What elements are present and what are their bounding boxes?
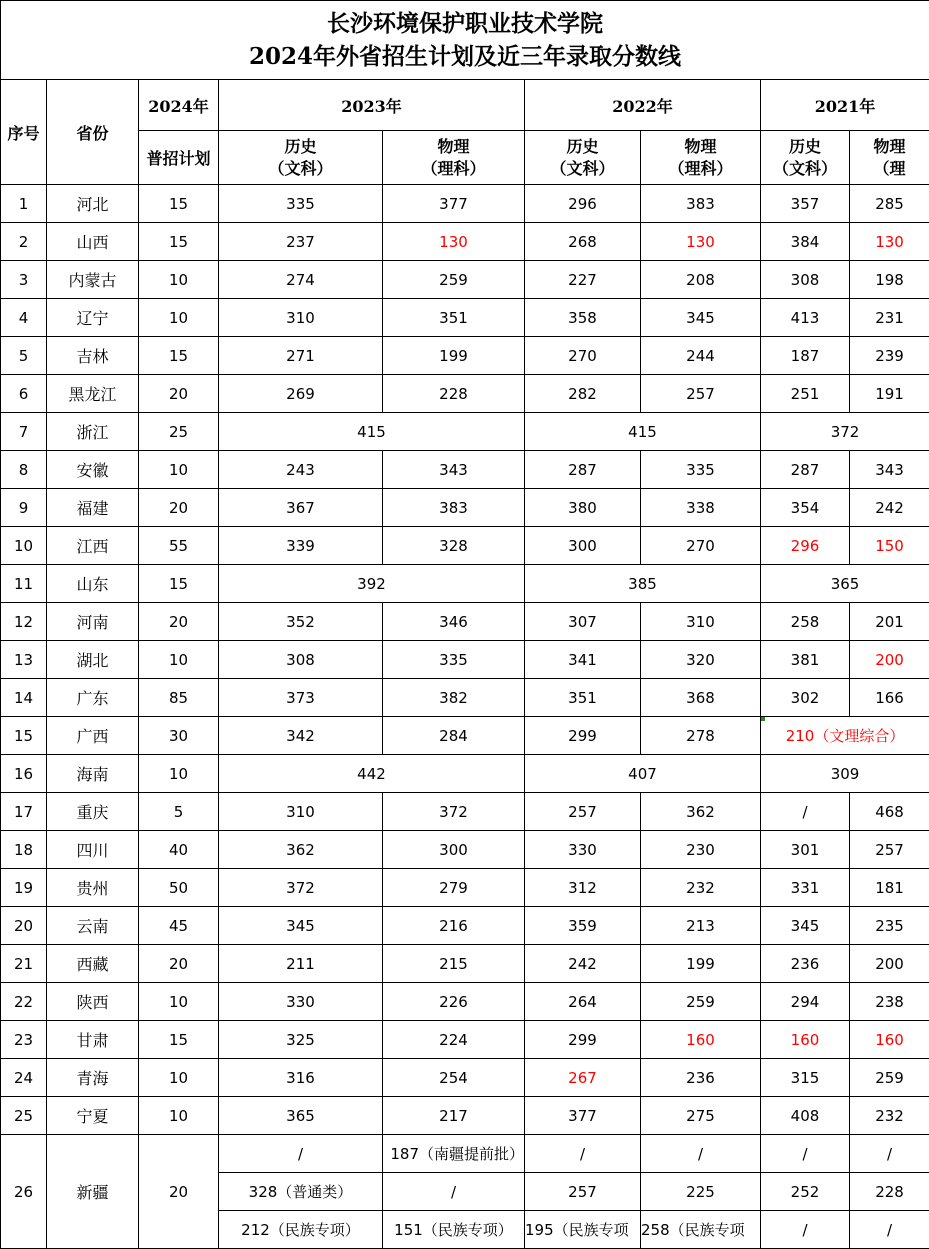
row-province: 海南 [47, 755, 139, 793]
history-score-2021: 301 [761, 831, 850, 869]
history-score-2022: 268 [525, 223, 641, 261]
row-seq: 2 [1, 223, 47, 261]
history-score-2021: 345 [761, 907, 850, 945]
physics-score-2021: 200 [850, 945, 929, 983]
table-row [1, 337, 929, 375]
table-title [1, 1, 929, 80]
table-row [1, 527, 929, 565]
table-row [1, 641, 929, 679]
physics-score-2022: 208 [641, 261, 761, 299]
physics-score-2023: / [383, 1173, 525, 1211]
row-plan: 20 [139, 375, 219, 413]
history-score-2021: 354 [761, 489, 850, 527]
header-year-2021: 2021年 [761, 80, 929, 131]
header-year-2023: 2023年 [219, 80, 525, 131]
row-province: 福建 [47, 489, 139, 527]
row-province: 云南 [47, 907, 139, 945]
history-score-2023: 269 [219, 375, 383, 413]
history-score-2022: 307 [525, 603, 641, 641]
physics-score-2022: 345 [641, 299, 761, 337]
history-score-2023: 308 [219, 641, 383, 679]
history-score-2023: 372 [219, 869, 383, 907]
history-score-2021: / [761, 793, 850, 831]
physics-score-2023: 259 [383, 261, 525, 299]
merged-score-2021: 210（文理综合） [761, 717, 929, 755]
table-row [1, 603, 929, 641]
table-row [1, 413, 929, 451]
row-plan: 10 [139, 641, 219, 679]
row-province: 广西 [47, 717, 139, 755]
row-plan: 10 [139, 983, 219, 1021]
history-score-2023: 316 [219, 1059, 383, 1097]
physics-score-2021: 232 [850, 1097, 929, 1135]
table-row-xinjiang [1, 1135, 929, 1173]
row-province: 吉林 [47, 337, 139, 375]
header-year-2022: 2022年 [525, 80, 761, 131]
table-row [1, 831, 929, 869]
row-plan: 15 [139, 185, 219, 223]
row-province: 新疆 [47, 1135, 139, 1249]
table-row [1, 793, 929, 831]
physics-score-2023: 343 [383, 451, 525, 489]
history-score-2022: / [525, 1135, 641, 1173]
history-score-2023: 271 [219, 337, 383, 375]
row-seq: 23 [1, 1021, 47, 1059]
history-score-2023: 365 [219, 1097, 383, 1135]
row-province: 贵州 [47, 869, 139, 907]
physics-score-2022: 244 [641, 337, 761, 375]
physics-score-2022: 338 [641, 489, 761, 527]
row-seq: 24 [1, 1059, 47, 1097]
physics-score-2023: 372 [383, 793, 525, 831]
row-seq: 15 [1, 717, 47, 755]
history-score-2022: 257 [525, 1173, 641, 1211]
physics-score-2021: 166 [850, 679, 929, 717]
history-score-2021: 287 [761, 451, 850, 489]
physics-score-2021: 468 [850, 793, 929, 831]
title-line-1: 长沙环境保护职业技术学院 [1, 7, 929, 40]
row-seq: 9 [1, 489, 47, 527]
table-row [1, 451, 929, 489]
row-seq: 26 [1, 1135, 47, 1249]
history-score-2023: 352 [219, 603, 383, 641]
table-row [1, 1097, 929, 1135]
history-score-2023: 211 [219, 945, 383, 983]
physics-score-2023: 187（南疆提前批） [383, 1135, 525, 1173]
table-row [1, 299, 929, 337]
header-plan-label: 普招计划 [139, 131, 219, 185]
physics-score-2023: 383 [383, 489, 525, 527]
merged-score-2021: 365 [761, 565, 929, 603]
row-plan: 40 [139, 831, 219, 869]
history-score-2022: 299 [525, 1021, 641, 1059]
row-province: 山东 [47, 565, 139, 603]
history-score-2022: 242 [525, 945, 641, 983]
row-seq: 22 [1, 983, 47, 1021]
history-score-2021: / [761, 1211, 850, 1249]
history-score-2021: 408 [761, 1097, 850, 1135]
history-score-2022: 330 [525, 831, 641, 869]
row-seq: 11 [1, 565, 47, 603]
table-row [1, 261, 929, 299]
history-score-2022: 380 [525, 489, 641, 527]
history-score-2021: 236 [761, 945, 850, 983]
physics-score-2021: 181 [850, 869, 929, 907]
table-row [1, 1021, 929, 1059]
physics-score-2022: 257 [641, 375, 761, 413]
physics-score-2023: 199 [383, 337, 525, 375]
row-plan: 10 [139, 451, 219, 489]
row-plan: 15 [139, 565, 219, 603]
history-score-2022: 270 [525, 337, 641, 375]
row-plan: 20 [139, 1135, 219, 1249]
merged-score-2022: 385 [525, 565, 761, 603]
history-score-2021: 381 [761, 641, 850, 679]
physics-score-2023: 377 [383, 185, 525, 223]
row-province: 浙江 [47, 413, 139, 451]
history-score-2022: 341 [525, 641, 641, 679]
physics-score-2021: 242 [850, 489, 929, 527]
header-physics-2023: 物理 （理科） [383, 131, 525, 185]
row-seq: 6 [1, 375, 47, 413]
table-row [1, 983, 929, 1021]
table-row [1, 565, 929, 603]
row-plan: 10 [139, 1097, 219, 1135]
history-score-2023: 310 [219, 299, 383, 337]
row-province: 宁夏 [47, 1097, 139, 1135]
row-province: 四川 [47, 831, 139, 869]
row-seq: 25 [1, 1097, 47, 1135]
physics-score-2021: 160 [850, 1021, 929, 1059]
history-score-2021: 294 [761, 983, 850, 1021]
physics-score-2023: 151（民族专项） [383, 1211, 525, 1249]
row-plan: 55 [139, 527, 219, 565]
table-row [1, 185, 929, 223]
physics-score-2022: 270 [641, 527, 761, 565]
physics-score-2023: 300 [383, 831, 525, 869]
row-province: 安徽 [47, 451, 139, 489]
physics-score-2022: 320 [641, 641, 761, 679]
row-plan: 50 [139, 869, 219, 907]
history-score-2022: 359 [525, 907, 641, 945]
physics-score-2023: 254 [383, 1059, 525, 1097]
physics-score-2022: 130 [641, 223, 761, 261]
physics-score-2021: / [850, 1211, 929, 1249]
physics-score-2021: 200 [850, 641, 929, 679]
physics-score-2023: 279 [383, 869, 525, 907]
history-score-2023: 310 [219, 793, 383, 831]
history-score-2023: 373 [219, 679, 383, 717]
title-line-2: 2024年外省招生计划及近三年录取分数线 [1, 40, 929, 73]
physics-score-2022: 236 [641, 1059, 761, 1097]
header-plan-year: 2024年 [139, 80, 219, 131]
history-score-2021: 296 [761, 527, 850, 565]
row-seq: 19 [1, 869, 47, 907]
merged-score-2022: 415 [525, 413, 761, 451]
row-plan: 45 [139, 907, 219, 945]
table-row [1, 375, 929, 413]
row-plan: 20 [139, 603, 219, 641]
history-score-2023: 362 [219, 831, 383, 869]
history-score-2023: 330 [219, 983, 383, 1021]
row-province: 西藏 [47, 945, 139, 983]
row-plan: 5 [139, 793, 219, 831]
physics-score-2022: 362 [641, 793, 761, 831]
table-row [1, 945, 929, 983]
physics-score-2023: 346 [383, 603, 525, 641]
physics-score-2023: 215 [383, 945, 525, 983]
physics-score-2023: 335 [383, 641, 525, 679]
history-score-2022: 299 [525, 717, 641, 755]
header-row-subjects [1, 131, 929, 185]
physics-score-2023: 226 [383, 983, 525, 1021]
history-score-2021: 315 [761, 1059, 850, 1097]
row-plan: 15 [139, 337, 219, 375]
history-score-2023: 212（民族专项） [219, 1211, 383, 1249]
physics-score-2021: 150 [850, 527, 929, 565]
row-seq: 4 [1, 299, 47, 337]
history-score-2023: 328（普通类） [219, 1173, 383, 1211]
history-score-2023: 243 [219, 451, 383, 489]
physics-score-2021: 343 [850, 451, 929, 489]
physics-score-2023: 224 [383, 1021, 525, 1059]
history-score-2023: 237 [219, 223, 383, 261]
history-score-2021: 187 [761, 337, 850, 375]
physics-score-2021: 130 [850, 223, 929, 261]
history-score-2023: 345 [219, 907, 383, 945]
row-plan: 10 [139, 755, 219, 793]
header-province: 省份 [47, 80, 139, 185]
physics-score-2022: 213 [641, 907, 761, 945]
header-history-2023: 历史 （文科） [219, 131, 383, 185]
history-score-2023: 274 [219, 261, 383, 299]
row-plan: 20 [139, 945, 219, 983]
row-seq: 7 [1, 413, 47, 451]
physics-score-2023: 216 [383, 907, 525, 945]
physics-score-2022: 368 [641, 679, 761, 717]
history-score-2022: 195（民族专项 [525, 1211, 641, 1249]
physics-score-2022: 275 [641, 1097, 761, 1135]
row-seq: 12 [1, 603, 47, 641]
row-province: 重庆 [47, 793, 139, 831]
history-score-2022: 264 [525, 983, 641, 1021]
row-province: 广东 [47, 679, 139, 717]
physics-score-2021: 257 [850, 831, 929, 869]
row-seq: 1 [1, 185, 47, 223]
row-plan: 20 [139, 489, 219, 527]
history-score-2023: 335 [219, 185, 383, 223]
row-province: 河北 [47, 185, 139, 223]
table-row [1, 869, 929, 907]
history-score-2023: 325 [219, 1021, 383, 1059]
header-physics-2022: 物理 （理科） [641, 131, 761, 185]
physics-score-2022: 383 [641, 185, 761, 223]
physics-score-2022: 259 [641, 983, 761, 1021]
physics-score-2021: 191 [850, 375, 929, 413]
header-physics-2021: 物理 （理 [850, 131, 929, 185]
history-score-2023: / [219, 1135, 383, 1173]
table-row [1, 907, 929, 945]
physics-score-2021: 235 [850, 907, 929, 945]
merged-score-2021: 372 [761, 413, 929, 451]
physics-score-2022: 225 [641, 1173, 761, 1211]
physics-score-2023: 351 [383, 299, 525, 337]
table-row [1, 679, 929, 717]
history-score-2021: 331 [761, 869, 850, 907]
row-seq: 14 [1, 679, 47, 717]
row-province: 甘肃 [47, 1021, 139, 1059]
physics-score-2021: 198 [850, 261, 929, 299]
history-score-2021: 308 [761, 261, 850, 299]
history-score-2022: 312 [525, 869, 641, 907]
row-plan: 15 [139, 223, 219, 261]
history-score-2021: 384 [761, 223, 850, 261]
physics-score-2022: 199 [641, 945, 761, 983]
physics-score-2023: 328 [383, 527, 525, 565]
row-province: 青海 [47, 1059, 139, 1097]
history-score-2021: 302 [761, 679, 850, 717]
physics-score-2022: 230 [641, 831, 761, 869]
row-seq: 3 [1, 261, 47, 299]
physics-score-2022: 278 [641, 717, 761, 755]
merged-score-2021: 309 [761, 755, 929, 793]
history-score-2021: 258 [761, 603, 850, 641]
header-row-years [1, 80, 929, 131]
row-seq: 16 [1, 755, 47, 793]
physics-score-2023: 228 [383, 375, 525, 413]
row-province: 内蒙古 [47, 261, 139, 299]
history-score-2023: 342 [219, 717, 383, 755]
table-row [1, 223, 929, 261]
row-province: 河南 [47, 603, 139, 641]
row-plan: 10 [139, 1059, 219, 1097]
physics-score-2021: 238 [850, 983, 929, 1021]
physics-score-2022: 310 [641, 603, 761, 641]
physics-score-2023: 382 [383, 679, 525, 717]
physics-score-2021: 239 [850, 337, 929, 375]
history-score-2021: 357 [761, 185, 850, 223]
history-score-2021: 413 [761, 299, 850, 337]
history-score-2022: 282 [525, 375, 641, 413]
history-score-2022: 351 [525, 679, 641, 717]
row-plan: 10 [139, 261, 219, 299]
history-score-2022: 358 [525, 299, 641, 337]
title-row [1, 1, 929, 80]
physics-score-2022: / [641, 1135, 761, 1173]
row-plan: 15 [139, 1021, 219, 1059]
physics-score-2021: 231 [850, 299, 929, 337]
history-score-2022: 300 [525, 527, 641, 565]
merged-score-2023: 415 [219, 413, 525, 451]
physics-score-2022: 258（民族专项 [641, 1211, 761, 1249]
table-row [1, 489, 929, 527]
row-seq: 17 [1, 793, 47, 831]
table-row [1, 1059, 929, 1097]
row-seq: 8 [1, 451, 47, 489]
history-score-2022: 287 [525, 451, 641, 489]
row-province: 湖北 [47, 641, 139, 679]
row-province: 江西 [47, 527, 139, 565]
physics-score-2023: 217 [383, 1097, 525, 1135]
row-seq: 20 [1, 907, 47, 945]
history-score-2022: 267 [525, 1059, 641, 1097]
history-score-2022: 296 [525, 185, 641, 223]
merged-score-2023: 392 [219, 565, 525, 603]
history-score-2021: / [761, 1135, 850, 1173]
merged-score-2023: 442 [219, 755, 525, 793]
physics-score-2022: 160 [641, 1021, 761, 1059]
row-province: 辽宁 [47, 299, 139, 337]
physics-score-2021: 228 [850, 1173, 929, 1211]
row-seq: 13 [1, 641, 47, 679]
history-score-2021: 252 [761, 1173, 850, 1211]
physics-score-2023: 284 [383, 717, 525, 755]
table-row [1, 755, 929, 793]
row-province: 黑龙江 [47, 375, 139, 413]
physics-score-2022: 232 [641, 869, 761, 907]
history-score-2021: 251 [761, 375, 850, 413]
header-history-2021: 历史 （文科） [761, 131, 850, 185]
history-score-2021: 160 [761, 1021, 850, 1059]
physics-score-2022: 335 [641, 451, 761, 489]
row-plan: 10 [139, 299, 219, 337]
row-province: 山西 [47, 223, 139, 261]
row-plan: 30 [139, 717, 219, 755]
table-row [1, 717, 929, 755]
physics-score-2021: 285 [850, 185, 929, 223]
header-seq: 序号 [1, 80, 47, 185]
row-seq: 5 [1, 337, 47, 375]
history-score-2023: 339 [219, 527, 383, 565]
row-seq: 10 [1, 527, 47, 565]
history-score-2022: 227 [525, 261, 641, 299]
physics-score-2021: 201 [850, 603, 929, 641]
physics-score-2021: 259 [850, 1059, 929, 1097]
history-score-2022: 257 [525, 793, 641, 831]
physics-score-2021: / [850, 1135, 929, 1173]
header-history-2022: 历史 （文科） [525, 131, 641, 185]
row-seq: 18 [1, 831, 47, 869]
history-score-2022: 377 [525, 1097, 641, 1135]
physics-score-2023: 130 [383, 223, 525, 261]
row-plan: 25 [139, 413, 219, 451]
row-plan: 85 [139, 679, 219, 717]
merged-score-2022: 407 [525, 755, 761, 793]
history-score-2023: 367 [219, 489, 383, 527]
row-province: 陕西 [47, 983, 139, 1021]
row-seq: 21 [1, 945, 47, 983]
